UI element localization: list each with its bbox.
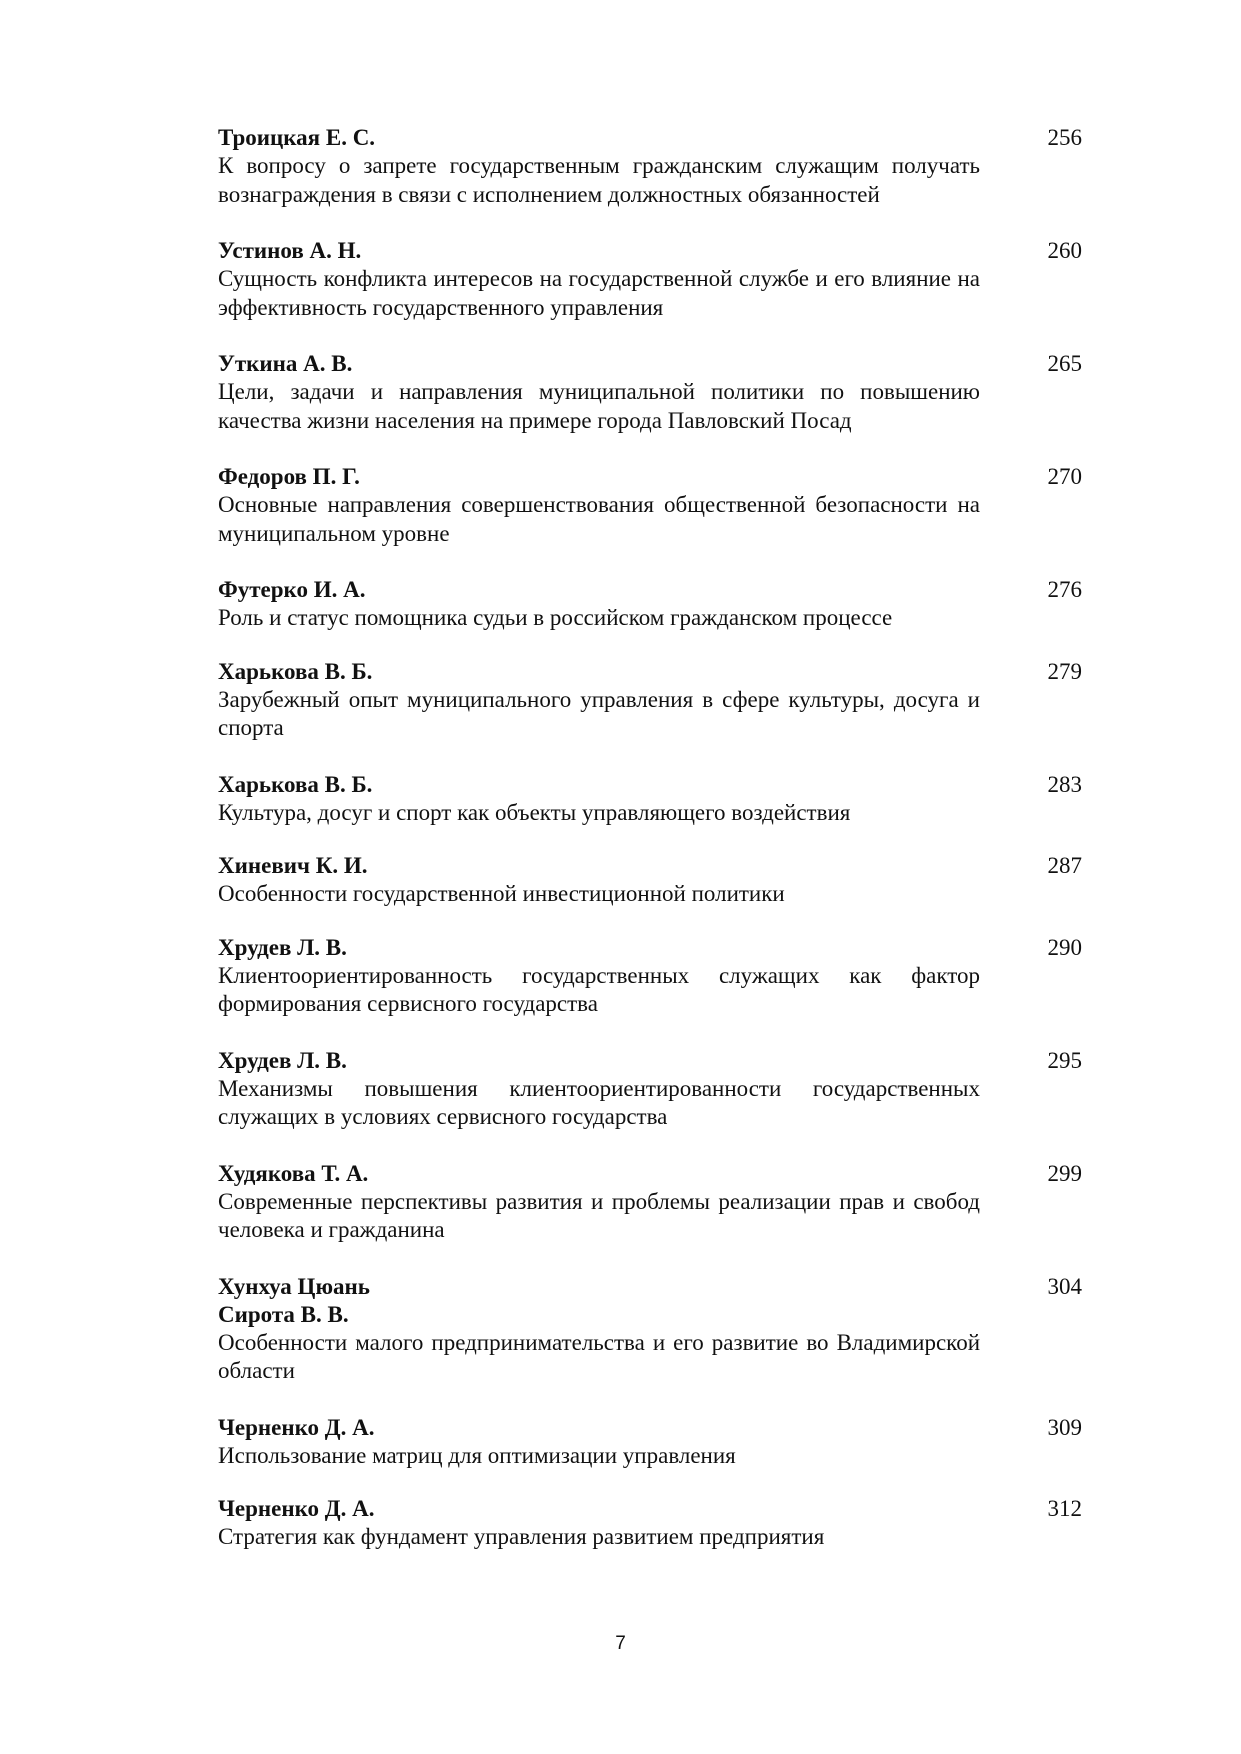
entry-page-number: 295 bbox=[1047, 1047, 1082, 1073]
entry-author: Хиневич К. И. bbox=[218, 853, 368, 878]
entry-title: К вопросу о запрете государственным гражданским служащим получать вознаграждения в связи с исполнением должностных обязанностей bbox=[218, 153, 980, 207]
entry-title: Современные перспективы развития и проблемы реализации прав и свобод человека и гражданина bbox=[218, 1188, 980, 1242]
entry-title: Стратегия как фундамент управления развитием предприятия bbox=[218, 1524, 825, 1549]
toc-entry bbox=[218, 463, 1082, 548]
entry-title: Особенности государственной инвестиционной политики bbox=[218, 881, 785, 906]
entry-page-number: 283 bbox=[1047, 771, 1082, 797]
entry-page-number: 309 bbox=[1047, 1414, 1082, 1440]
entry-page-number: 265 bbox=[1047, 351, 1082, 376]
entry-title: Цели, задачи и направления муниципальной политики по повышению качества жизни населения на примере города Павловский Посад bbox=[218, 379, 980, 433]
entry-title: Механизмы повышения клиентоориентированности государственных служащих в условиях сервисного государства bbox=[218, 1075, 980, 1129]
entry-page-number: 299 bbox=[1047, 1160, 1082, 1186]
entry-title: Сущность конфликта интересов на государственной службе и его влияние на эффективность государственного управления bbox=[218, 266, 980, 320]
page-footer-number: 7 bbox=[615, 1633, 626, 1654]
entry-author: Федоров П. Г. bbox=[218, 464, 360, 489]
entry-author: Хрудев Л. В. bbox=[218, 934, 347, 960]
entry-page-number: 276 bbox=[1047, 577, 1082, 602]
toc-entry bbox=[218, 658, 1082, 743]
entry-author: Харькова В. Б. bbox=[218, 771, 373, 797]
entry-author: Троицкая Е. С. bbox=[218, 125, 376, 150]
entry-author: Хунхуа Цюань bbox=[218, 1273, 370, 1299]
toc-entry bbox=[218, 237, 1082, 322]
entry-page-number: 260 bbox=[1047, 238, 1082, 263]
toc-entry bbox=[218, 576, 1082, 633]
entry-title: Использование матриц для оптимизации управления bbox=[218, 1442, 736, 1468]
entry-page-number: 287 bbox=[1047, 853, 1082, 878]
entry-page-number: 290 bbox=[1047, 934, 1082, 960]
entry-page-number: 256 bbox=[1047, 125, 1082, 150]
entry-page-number: 304 bbox=[1047, 1273, 1082, 1299]
entry-author: Худякова Т. А. bbox=[218, 1160, 369, 1186]
entry-page-number: 312 bbox=[1047, 1496, 1082, 1521]
toc-entry bbox=[218, 1414, 1082, 1471]
entry-title: Культура, досуг и спорт как объекты управляющего воздействия bbox=[218, 799, 851, 825]
entry-title: Основные направления совершенствования общественной безопасности на муниципальном уровне bbox=[218, 492, 980, 546]
entry-author: Футерко И. А. bbox=[218, 577, 366, 602]
entry-title: Роль и статус помощника судьи в российском гражданском процессе bbox=[218, 605, 893, 630]
toc-entry bbox=[218, 852, 1082, 909]
toc-entry bbox=[218, 124, 1082, 209]
toc-entry bbox=[218, 934, 1082, 1019]
entry-author: Черненко Д. А. bbox=[218, 1414, 375, 1440]
entry-title: Особенности малого предпринимательства и его развитие во Владимирской области bbox=[218, 1329, 980, 1383]
entry-author: Уткина А. В. bbox=[218, 351, 353, 376]
toc-entry bbox=[218, 1160, 1082, 1245]
toc-entry bbox=[218, 1047, 1082, 1132]
table-of-contents bbox=[218, 124, 1082, 1580]
toc-entry bbox=[218, 1273, 1082, 1386]
entry-author: Хрудев Л. В. bbox=[218, 1047, 347, 1073]
toc-entry bbox=[218, 350, 1082, 435]
entry-author: Устинов А. Н. bbox=[218, 238, 362, 263]
toc-entry bbox=[218, 771, 1082, 828]
entry-author: Харькова В. Б. bbox=[218, 658, 373, 684]
entry-page-number: 270 bbox=[1047, 464, 1082, 489]
entry-author: Черненко Д. А. bbox=[218, 1496, 375, 1521]
toc-entry bbox=[218, 1495, 1082, 1552]
entry-title: Клиентоориентированность государственных служащих как фактор формирования сервисного государства bbox=[218, 962, 980, 1016]
entry-coauthor: Сирота В. В. bbox=[218, 1301, 349, 1327]
entry-page-number: 279 bbox=[1047, 658, 1082, 684]
entry-title: Зарубежный опыт муниципального управления в сфере культуры, досуга и спорта bbox=[218, 686, 980, 740]
